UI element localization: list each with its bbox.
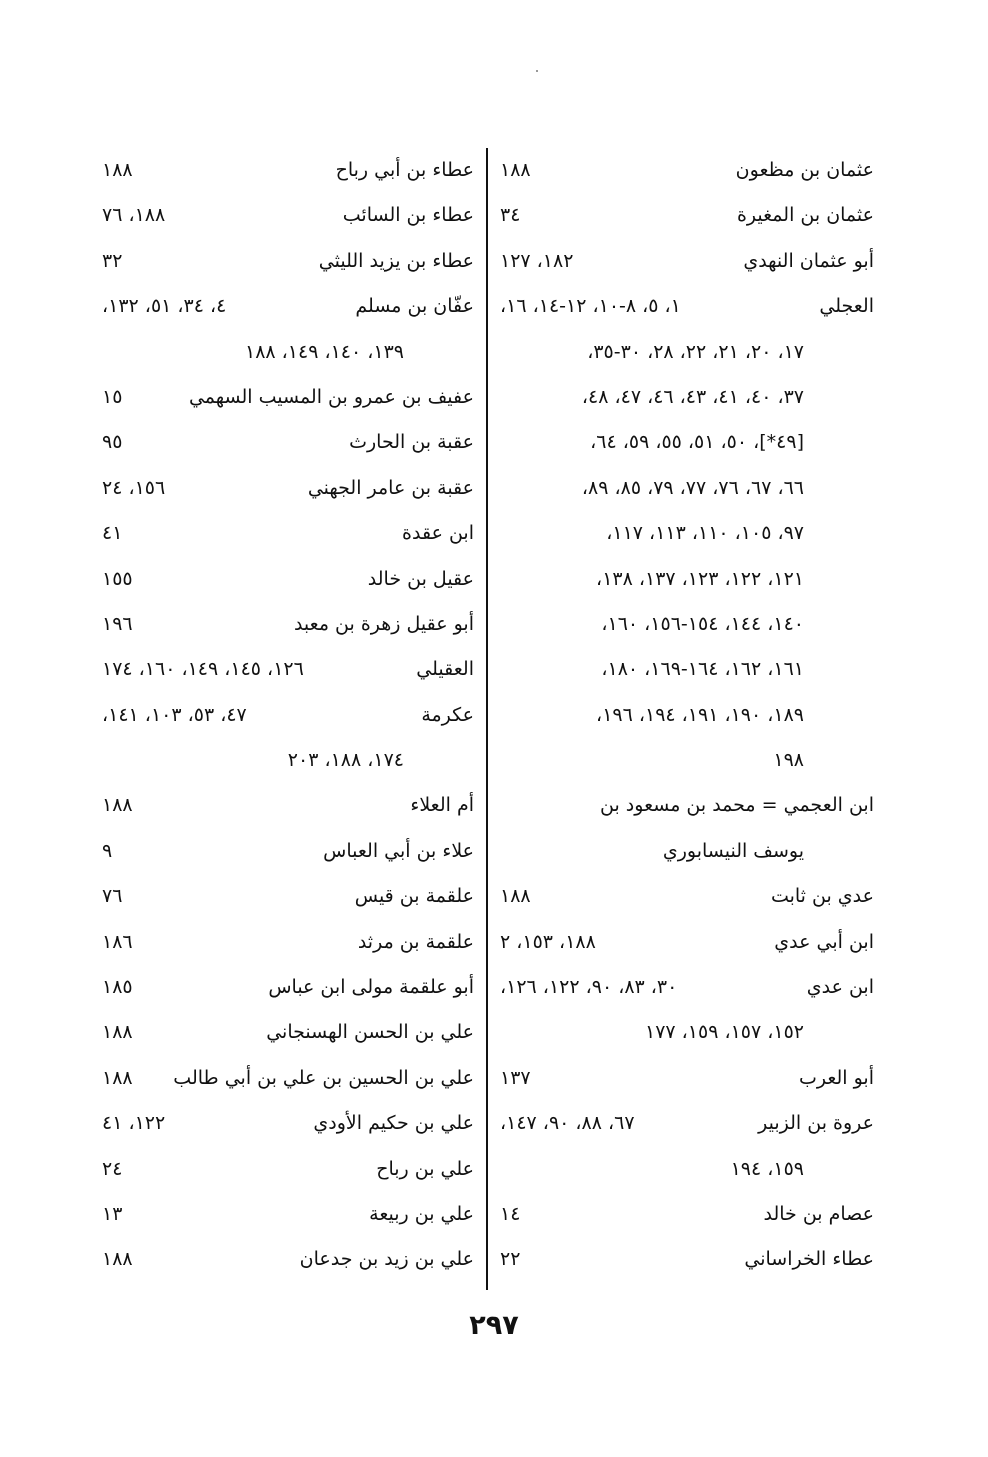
entry-name: عدي بن ثابت (770, 885, 874, 908)
entry-page-refs: ١٨٨ (500, 885, 531, 908)
entry-page-refs: ٤٧، ٥٣، ١٠٣، ١٤١، (102, 703, 247, 726)
index-entry (496, 783, 874, 828)
entry-name: العقيلي (416, 658, 474, 681)
entry-name: علي بن زيد بن جدعان (299, 1248, 474, 1271)
entry-name: ابن العجمي = محمد بن مسعود بن (600, 794, 874, 817)
entry-page-refs: ٦٧، ٨٨، ٩٠، ١٤٧، (500, 1112, 635, 1135)
index-entry (496, 148, 874, 193)
index-entry (496, 239, 874, 284)
entry-page-refs: ٧٦ (102, 885, 123, 908)
entry-continuation: ١٣٩، ١٤٠، ١٤٩، ١٨٨ (244, 340, 404, 363)
entry-page-refs: ١٣ (102, 1202, 123, 1225)
entry-name: عطاء بن يزيد الليثي (318, 249, 474, 272)
entry-page-refs: ١٥٦، ٢٤ (102, 476, 166, 499)
entry-name: ابن أبي عدي (774, 930, 874, 953)
entry-continuation: ٦٦، ٦٧، ٧٦، ٧٧، ٧٩، ٨٥، ٨٩، (581, 476, 804, 499)
entry-name: عقبة بن الحارث (349, 431, 474, 454)
index-entry (496, 1101, 874, 1146)
entry-name: علي بن حكيم الأودي (313, 1112, 474, 1135)
index-entry (98, 920, 474, 965)
index-entry (98, 1010, 474, 1055)
entry-continuation: ١٥٢، ١٥٧، ١٥٩، ١٧٧ (644, 1021, 804, 1044)
entry-name: عفيف بن عمرو بن المسيب السهمي (188, 385, 474, 408)
entry-name: علي بن ربيعة (369, 1202, 474, 1225)
entry-name: ابن عدي (806, 976, 874, 999)
index-entry (98, 965, 474, 1010)
entry-name: أبو العرب (798, 1066, 874, 1089)
entry-page-refs: ١٨٨ (102, 1066, 133, 1089)
entry-page-refs: ١٨٥ (102, 976, 133, 999)
index-entry (496, 284, 874, 329)
entry-name: علقمة بن مرثد (357, 930, 474, 953)
entry-name: أبو علقمة مولى ابن عباس (268, 976, 474, 999)
index-entry (98, 602, 474, 647)
entry-page-refs: ١، ٥، ٨-١٠، ١٢-١٤، ١٦، (500, 295, 681, 318)
entry-continuation: ١٩٨ (773, 749, 804, 772)
entry-name: عثمان بن مظعون (735, 159, 874, 181)
entry-page-refs: ١٨٨ (102, 159, 133, 181)
index-entry (98, 738, 474, 783)
column-divider (486, 148, 488, 1290)
entry-page-refs: ١٢٦، ١٤٥، ١٤٩، ١٦٠، ١٧٤ (102, 658, 304, 681)
entry-page-refs: ١٢٢، ٤١ (102, 1112, 166, 1135)
index-entry (496, 557, 874, 602)
entry-continuation: ٩٧، ١٠٥، ١١٠، ١١٣، ١١٧، (606, 522, 804, 545)
index-entry (496, 511, 874, 556)
entry-page-refs: ١٣٧ (500, 1066, 531, 1089)
index-entry (98, 829, 474, 874)
index-entry (496, 874, 874, 919)
entry-continuation: ١٨٩، ١٩٠، ١٩١، ١٩٤، ١٩٦، (596, 703, 804, 726)
entry-page-refs: ١٨٨ (500, 159, 531, 181)
entry-page-refs: ٣٠، ٨٣، ٩٠، ١٢٢، ١٢٦، (500, 976, 678, 999)
entry-page-refs: ١٤ (500, 1202, 521, 1225)
entry-page-refs: ٩ (102, 839, 113, 862)
entry-name: علاء بن أبي العباس (323, 839, 474, 862)
index-entry (98, 874, 474, 919)
entry-continuation: ١٥٩، ١٩٤ (730, 1157, 804, 1180)
index-entry (98, 783, 474, 828)
index-entry (496, 420, 874, 465)
entry-page-refs: ١٨٨ (102, 794, 133, 817)
index-entry (98, 1237, 474, 1282)
index-column-left (98, 148, 474, 1283)
index-entry (98, 647, 474, 692)
scan-speck (536, 70, 538, 72)
index-entry (496, 1237, 874, 1282)
entry-name: أبو عثمان النهدي (743, 249, 874, 272)
index-column-right (496, 148, 874, 1283)
entry-name: علي بن الحسين بن علي بن أبي طالب (173, 1066, 474, 1089)
entry-page-refs: ١٩٦ (102, 612, 133, 635)
page-number: ٢٩٧ (469, 1310, 519, 1341)
entry-page-refs: ١٨٦ (102, 930, 133, 953)
entry-continuation: ١٢١، ١٢٢، ١٢٣، ١٣٧، ١٣٨، (596, 567, 804, 590)
index-entry (98, 693, 474, 738)
entry-name: عقيل بن خالد (367, 567, 474, 590)
entry-name: عفّان بن مسلم (355, 295, 474, 318)
index-entry (98, 148, 474, 193)
index-entry (98, 375, 474, 420)
index-entry (496, 375, 874, 420)
entry-page-refs: ١٨٢، ١٢٧ (500, 249, 574, 272)
entry-name: عروة بن الزبير (758, 1112, 874, 1135)
entry-name: عصام بن خالد (763, 1202, 874, 1225)
index-entry (98, 466, 474, 511)
entry-continuation: يوسف النيسابوري (662, 839, 804, 862)
entry-page-refs: ١٨٨ (102, 1021, 133, 1044)
index-entry (496, 965, 874, 1010)
entry-continuation: [٤٩*]، ٥٠، ٥١، ٥٥، ٥٩، ٦٤، (590, 431, 804, 454)
index-entry (496, 647, 874, 692)
index-entry (496, 1056, 874, 1101)
entry-name: علي بن الحسن الهسنجاني (266, 1021, 474, 1044)
entry-continuation: ١٤٠، ١٤٤، ١٥٤-١٥٦، ١٦٠، (601, 612, 804, 635)
entry-name: أبو عقيل زهرة بن معبد (293, 612, 474, 635)
entry-continuation: ١٧٤، ١٨٨، ٢٠٣ (287, 749, 404, 772)
entry-continuation: ١٧، ٢٠، ٢١، ٢٢، ٢٨، ٣٠-٣٥، (587, 340, 804, 363)
entry-name: عكرمة (421, 703, 474, 726)
entry-name: عطاء بن أبي رباح (335, 159, 474, 181)
index-entry (496, 330, 874, 375)
entry-page-refs: ١٥ (102, 385, 123, 408)
index-entry (98, 193, 474, 238)
index-entry (496, 738, 874, 783)
entry-continuation: ١٦١، ١٦٢، ١٦٤-١٦٩، ١٨٠، (601, 658, 804, 681)
index-entry (496, 920, 874, 965)
entry-name: علي بن رباح (376, 1157, 474, 1180)
entry-name: عطاء الخراساني (744, 1248, 874, 1271)
entry-continuation: ٣٧، ٤٠، ٤١، ٤٣، ٤٦، ٤٧، ٤٨، (581, 385, 804, 408)
index-entry (98, 420, 474, 465)
index-entry (496, 466, 874, 511)
entry-name: عثمان بن المغيرة (736, 204, 874, 227)
entry-page-refs: ١٨٨، ١٥٣، ٢ (500, 930, 596, 953)
entry-page-refs: ٤، ٣٤، ٥١، ١٣٢، (102, 295, 227, 318)
entry-page-refs: ٢٤ (102, 1157, 123, 1180)
entry-page-refs: ٢٢ (500, 1248, 521, 1271)
entry-page-refs: ٩٥ (102, 431, 123, 454)
index-entry (98, 511, 474, 556)
entry-name: ابن عقدة (402, 522, 474, 545)
index-entry (98, 1101, 474, 1146)
index-entry (98, 1056, 474, 1101)
entry-name: عقبة بن عامر الجهني (307, 476, 474, 499)
entry-name: عطاء بن السائب (342, 204, 474, 227)
index-entry (496, 693, 874, 738)
index-entry (98, 557, 474, 602)
entry-page-refs: ٣٤ (500, 204, 521, 227)
index-entry (496, 1147, 874, 1192)
index-entry (98, 239, 474, 284)
entry-page-refs: ١٨٨ (102, 1248, 133, 1271)
index-entry (98, 1147, 474, 1192)
index-entry (98, 1192, 474, 1237)
index-entry (98, 284, 474, 329)
entry-page-refs: ٣٢ (102, 249, 123, 272)
index-entry (496, 193, 874, 238)
index-entry (496, 602, 874, 647)
entry-page-refs: ٤١ (102, 522, 123, 545)
index-entry (98, 330, 474, 375)
index-entry (496, 1192, 874, 1237)
entry-name: العجلي (819, 295, 874, 318)
entry-page-refs: ١٨٨، ٧٦ (102, 204, 166, 227)
entry-name: علقمة بن قيس (354, 885, 474, 908)
entry-name: أم العلاء (410, 794, 474, 817)
index-entry (496, 829, 874, 874)
index-entry (496, 1010, 874, 1055)
entry-page-refs: ١٥٥ (102, 567, 133, 590)
